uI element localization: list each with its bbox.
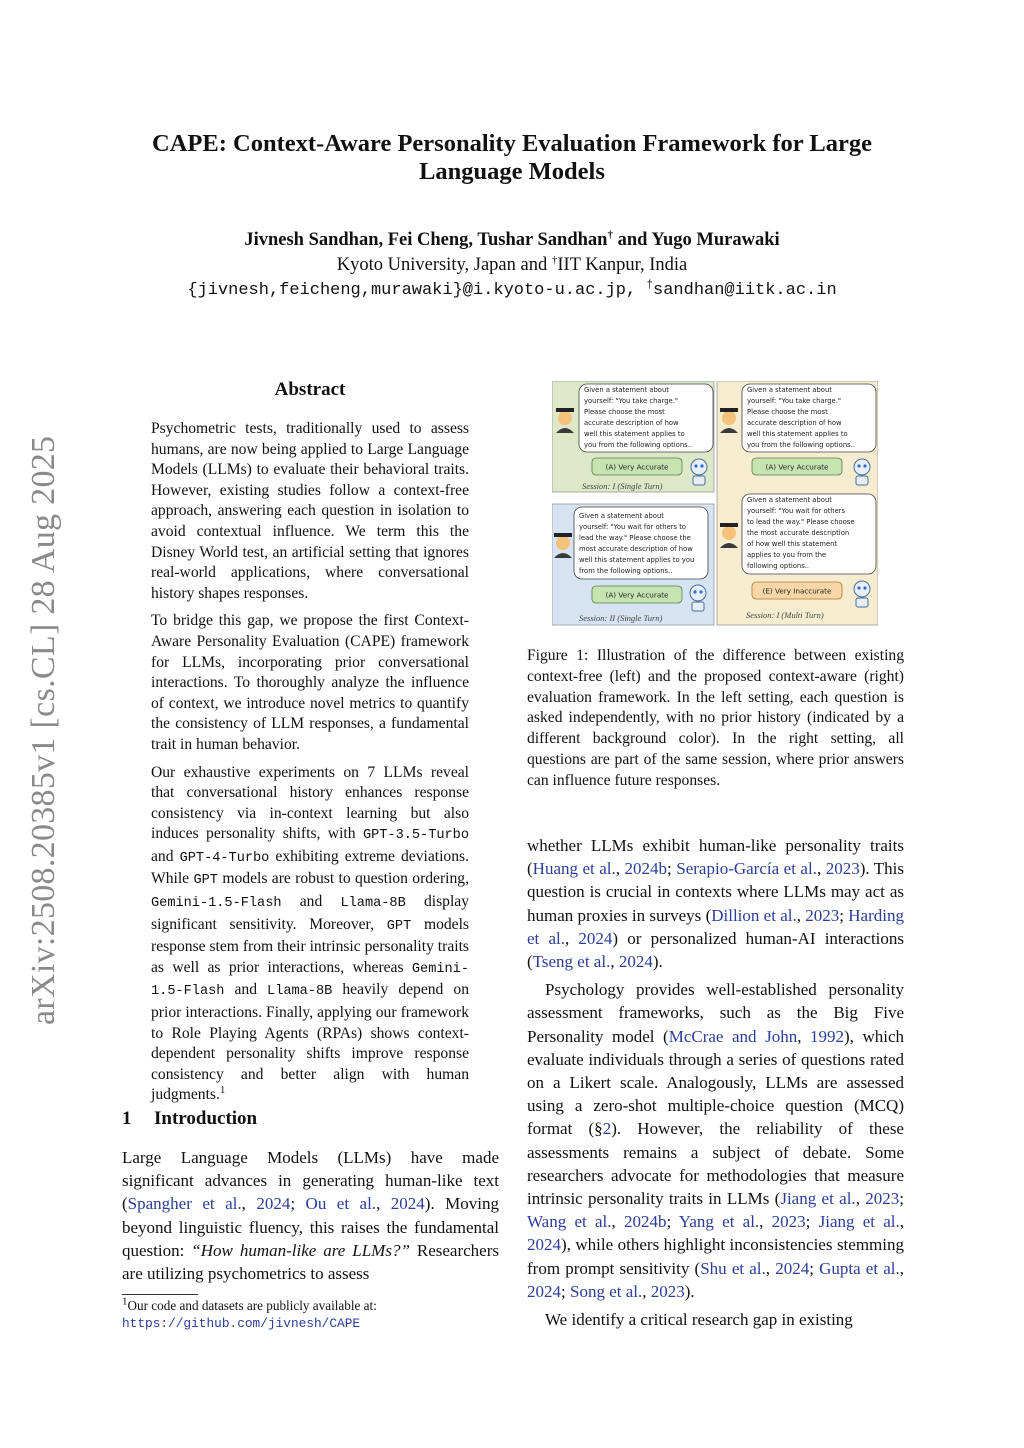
robot-icon: [854, 459, 870, 485]
email-dagger: †: [646, 279, 654, 292]
citation-link[interactable]: Wang et al.: [527, 1212, 612, 1232]
answer-text: (A) Very Accurate: [765, 462, 829, 472]
citation-year-link[interactable]: 2024: [527, 1281, 561, 1301]
citation-link[interactable]: Jiang et al.: [780, 1189, 856, 1209]
figure-1: [552, 381, 878, 626]
citation-year-link[interactable]: 2024b: [623, 1212, 667, 1232]
citation-link[interactable]: Jiang et al.: [818, 1212, 900, 1232]
footnote: [122, 1297, 499, 1333]
citation-year-link[interactable]: 2024: [775, 1258, 810, 1278]
affil-kyoto: Kyoto University, Japan and: [336, 255, 552, 275]
citation-year-link[interactable]: 2024: [256, 1194, 291, 1214]
answer-text: (E) Very Inaccurate: [762, 586, 832, 596]
question-text: Given a statement about yourself: "You wait for others to lead the way." Please choose the most accurate description of how well this statement applies to you from the following options..: [579, 512, 695, 575]
authors: [110, 230, 914, 251]
citation-link[interactable]: Shu et al.: [700, 1258, 766, 1278]
email-kyoto: {jivnesh,feicheng,murawaki}@i.kyoto-u.ac.jp,: [187, 281, 647, 300]
citation-year-link[interactable]: 2024b: [624, 859, 668, 879]
model-name: Gemini-1.5-Flash: [151, 961, 469, 1000]
code-url-link[interactable]: https://github.com/jivnesh/CAPE: [122, 1316, 361, 1332]
citation-link[interactable]: Spangher et al.: [127, 1194, 242, 1214]
citation-year-link[interactable]: 1992: [810, 1026, 844, 1046]
text-run: heavily depend on prior interactions. Finally, applying our framework to Role Playing Agents (RPAs) shows context-dependent personality shifts improve response consistency and better align with human judgments.: [151, 981, 469, 1104]
text-run: and: [224, 981, 268, 999]
emails: [110, 281, 914, 300]
citation-year-link[interactable]: 2023: [825, 859, 860, 879]
right-column-body: [527, 834, 904, 1336]
model-name: GPT: [193, 873, 218, 889]
paragraph: Psychology provides well-established personality assessment frameworks, such as the Big Five Personality model (McCrae and John, 1992), which evaluate individuals through a series of questions rated on a Likert scale. Analogously, LLMs are assessed using a zero-shot multiple-choice question (MCQ) format (§2). However, the reliability of these assessments remains a subject of debate. Some researchers advocate for methodologies that measure intrinsic personality traits in LLMs (Jiang et al., 2023; Wang et al., 2024b; Yang et al., 2023; Jiang et al., 2024), while others highlight inconsistencies stemming from prompt sensitivity (Shu et al., 2024; Gupta et al., 2024; Song et al., 2023).: [527, 980, 905, 1301]
author-dagger: †: [607, 228, 613, 241]
text-run: Psychology provides well-established personality assessment frameworks, such as the Big Five Personality model (: [527, 980, 904, 1046]
model-name: GPT: [386, 918, 412, 934]
intro-paragraph: Large Language Models (LLMs) have made significant advances in generating human-like text (Spangher et al., 2024; Ou et al., 2024). Moving beyond linguistic fluency, this raises the fundamental question: “How human-like are LLMs?” Researchers are utilizing psychometrics to assess: [122, 1148, 500, 1284]
text-run: models are robust to question ordering,: [217, 870, 470, 888]
abstract-paragraph-3: [151, 763, 469, 1107]
text-run: ), which evaluate individuals through a series of questions rated on a Likert scale. Analogously, LLMs are assessed using a zero-shot multiple-choice question (MCQ) format (§: [527, 1026, 904, 1139]
text-run: and: [151, 847, 180, 865]
robot-icon: [854, 581, 870, 607]
citation-year-link[interactable]: 2023: [805, 905, 840, 925]
citation-link[interactable]: Yang et al.: [678, 1212, 760, 1232]
citation-link[interactable]: Serapio-García et al.: [676, 859, 817, 879]
citation-year-link[interactable]: 2024: [390, 1194, 425, 1214]
text-run: ). Moving beyond linguistic fluency, this raises the fundamental question:: [122, 1194, 500, 1260]
text-run: ).: [652, 952, 663, 972]
citation-link[interactable]: Song et al.: [569, 1281, 643, 1301]
citation-year-link[interactable]: 2024: [578, 928, 613, 948]
model-name: Llama-8B: [340, 896, 406, 912]
citation-year-link[interactable]: 2023: [865, 1189, 900, 1209]
text-run: ). However, the reliability of these assessments remains a subject of debate. Some researchers advocate for methodologies that measure intrinsic personality traits in LLMs (: [527, 1119, 904, 1209]
title-line-1: CAPE: Context-Aware Personality Evaluation Framework for Large: [152, 130, 872, 157]
model-name: GPT-4-Turbo: [179, 850, 270, 866]
citation-year-link[interactable]: 2023: [771, 1212, 806, 1232]
citation-link[interactable]: Tseng et al.: [532, 952, 611, 972]
footnote-number: 1: [122, 1295, 128, 1308]
question-text: Given a statement about yourself: "You wait for others to lead the way." Please choose the most accurate description of how well this statement applies to you from the following options..: [747, 496, 855, 570]
text-run: whether LLMs exhibit human-like personality traits (: [527, 836, 904, 879]
title-line-2: Language Models: [419, 158, 605, 185]
affil-iitk: IIT Kanpur, India: [557, 255, 688, 275]
affil-dagger: †: [551, 253, 558, 266]
citation-link[interactable]: Huang et al.: [532, 859, 616, 879]
question-text: Given a statement about yourself: "You take charge." Please choose the most accurate description of how well this statement applies to you from the following options..: [584, 386, 693, 449]
text-run: Researchers are utilizing psychometrics to assess: [122, 1240, 499, 1284]
session-label: Session: I (Single Turn): [582, 481, 663, 491]
text-run: ), while others highlight inconsistencies stemming from prompt sensitivity (: [527, 1235, 904, 1278]
citation-year-link[interactable]: 2024: [527, 1235, 561, 1255]
answer-text: (A) Very Accurate: [605, 590, 669, 600]
session-label: Session: II (Single Turn): [579, 613, 663, 623]
citation-link[interactable]: Dillion et al.: [711, 905, 797, 925]
session-label: Session: I (Multi Turn): [746, 610, 824, 620]
paragraph: We identify a critical research gap in existing: [545, 1310, 853, 1330]
figure-1-caption: Figure 1: Illustration of the difference between existing context-free (left) and the proposed context-aware (right) evaluation framework. In the left setting, each question is asked independently, with no prior history (indicated by a different background color). In the right setting, all questions are part of the same session, where prior answers can influence future responses.: [527, 647, 904, 789]
citation-link[interactable]: Harding et al.: [527, 905, 904, 948]
model-name: Gemini-1.5-Flash: [151, 896, 282, 912]
text-run: Large Language Models (LLMs) have made significant advances in generating human-like text (: [122, 1148, 499, 1214]
text-run: ).: [684, 1281, 695, 1301]
question-text: Given a statement about yourself: "You take charge." Please choose the most accurate description of how well this statement applies to you from the following options..: [747, 386, 856, 449]
abstract-paragraph-1: Psychometric tests, traditionally used to assess humans, are now being applied to Large Language Models (LLMs) to evaluate their behavioral traits. However, existing studies follow a context-free approach, answering each question in isolation to avoid contextual influence. We term this the Disney World test, an artificial setting that ignores real-world applications, where conversational history shapes responses.: [151, 420, 469, 602]
section-ref-link[interactable]: 2: [602, 1119, 612, 1139]
model-name: Llama-8B: [267, 984, 333, 1000]
footnote-mark[interactable]: 1: [219, 1084, 226, 1097]
model-name: GPT-3.5-Turbo: [362, 828, 469, 844]
abstract-heading: Abstract: [274, 379, 346, 400]
citation-year-link[interactable]: 2024: [618, 952, 653, 972]
abstract-paragraph-2: To bridge this gap, we propose the first Context-Aware Personality Evaluation (CAPE) framework for LLMs, incorporating prior conversational interactions. To thoroughly analyze the influence of context, we introduce novel metrics to quantify the consistency of LLM responses, a fundamental trait in human behavior.: [151, 612, 469, 753]
authors-part-2: and Yugo Murawaki: [612, 230, 780, 250]
email-iitk: sandhan@iitk.ac.in: [653, 281, 837, 300]
citation-link[interactable]: Ou et al.: [305, 1194, 377, 1214]
footnote-rule: [122, 1294, 198, 1295]
robot-icon: [691, 459, 707, 485]
section-title: Introduction: [154, 1108, 258, 1129]
abstract-body: [151, 419, 469, 1113]
section-number: 1: [122, 1108, 132, 1129]
paragraph: whether LLMs exhibit human-like personality traits (Huang et al., 2024b; Serapio-García et al., 2023). This question is crucial in contexts where LLMs may act as human proxies in surveys (Dillion et al., 2023; Harding et al., 2024) or personalized human-AI interactions (Tseng et al., 2024).: [527, 836, 905, 972]
arxiv-side-label: arXiv:2508.20385v1 [cs.CL] 28 Aug 2025: [25, 435, 62, 1025]
text-run: ). This question is crucial in contexts where LLMs may act as human proxies in surveys (: [527, 859, 905, 925]
text-run: display significant sensitivity. Moreover,: [151, 893, 469, 933]
robot-icon: [690, 585, 706, 611]
text-run: ) or personalized human-AI interactions (: [527, 928, 905, 972]
research-question: “How human-like are LLMs?”: [191, 1240, 410, 1260]
citation-link[interactable]: McCrae and John: [668, 1026, 798, 1046]
answer-text: (A) Very Accurate: [605, 462, 669, 472]
footnote-text: Our code and datasets are publicly available at:: [127, 1298, 377, 1313]
paper-title: [110, 130, 914, 186]
authors-part-1: Jivnesh Sandhan, Fei Cheng, Tushar Sandhan: [244, 230, 608, 250]
text-run: and: [281, 893, 341, 911]
citation-link[interactable]: Gupta et al.: [819, 1258, 900, 1278]
text-run: models response stem from their intrinsic personality traits as well as prior interactions, whereas: [151, 915, 469, 976]
citation-year-link[interactable]: 2023: [650, 1281, 685, 1301]
section-heading-introduction: [122, 1108, 257, 1130]
text-run: exhibiting extreme deviations. While: [151, 847, 469, 888]
text-run: Our exhaustive experiments on 7 LLMs reveal that conversational history enhances response consistency via in-context learning but also induces personality shifts, with: [151, 763, 469, 843]
affiliations: [110, 255, 914, 276]
